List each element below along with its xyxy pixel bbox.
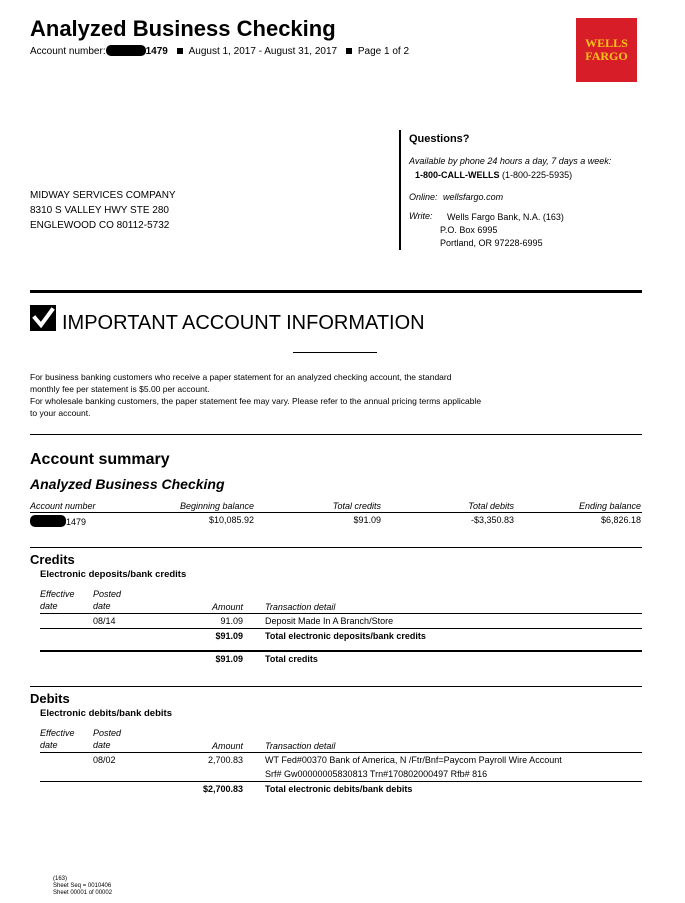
- important-heading: IMPORTANT ACCOUNT INFORMATION: [62, 312, 425, 334]
- col-amount: Amount: [211, 741, 243, 751]
- col-posted-date: date: [93, 601, 111, 611]
- redaction-bar: [106, 45, 146, 56]
- section-divider: [30, 686, 642, 687]
- debit-posted-date: 08/02: [93, 755, 116, 765]
- col-effective: Effective: [40, 728, 75, 738]
- statement-title: Analyzed Business Checking: [30, 16, 336, 41]
- info-line: For business banking customers who receive a paper statement for an analyzed checking account, the standard: [30, 372, 452, 382]
- debits-heading: Debits: [30, 691, 70, 706]
- debits-subtotal-label: Total electronic debits/bank debits: [265, 784, 413, 794]
- summary-beginning-balance: $10,085.92: [208, 515, 254, 525]
- summary-account-number: [30, 515, 86, 527]
- mailing-address: [30, 188, 176, 233]
- wells-fargo-logo: [576, 18, 637, 82]
- debit-amount: 2,700.83: [207, 755, 243, 765]
- col-beginning-balance: Beginning balance: [179, 501, 254, 511]
- credit-amount: 91.09: [220, 616, 243, 626]
- online-label: Online:: [409, 192, 438, 202]
- summary-total-credits: $91.09: [353, 515, 381, 525]
- debit-detail-line-2: Srf# Gw00000005830813 Trn#170802000497 Rfb# 816: [265, 769, 488, 779]
- summary-ending-balance: $6,826.18: [600, 515, 641, 525]
- important-text: [30, 371, 481, 419]
- credit-detail: Deposit Made In A Branch/Store: [265, 616, 394, 626]
- questions-title: Questions?: [409, 133, 470, 145]
- bullet-separator: [346, 48, 352, 54]
- section-divider: [30, 547, 642, 548]
- logo-line-1: WELLS: [585, 36, 628, 50]
- col-account-number: Account number: [30, 501, 96, 511]
- info-line: monthly fee per statement is $5.00 per account.: [30, 384, 210, 394]
- account-number-suffix: 1479: [145, 46, 168, 57]
- col-total-credits: Total credits: [332, 501, 381, 511]
- credits-subtotal-amount: $91.09: [215, 631, 243, 641]
- online-link[interactable]: wellsfargo.com: [443, 192, 504, 202]
- city-state-zip: ENGLEWOOD CO 80112-5732: [30, 220, 170, 231]
- short-divider: [293, 352, 377, 353]
- section-divider: [30, 434, 642, 435]
- phone-number: (1-800-225-5935): [502, 170, 573, 180]
- bank-name: Wells Fargo Bank, N.A. (163): [447, 212, 564, 222]
- sheet-footer: [53, 876, 112, 897]
- logo-line-2: FARGO: [585, 49, 628, 63]
- po-box: P.O. Box 6995: [440, 225, 498, 235]
- col-effective: Effective: [40, 589, 75, 599]
- col-transaction-detail: Transaction detail: [265, 741, 336, 751]
- questions-box: [399, 130, 612, 250]
- col-transaction-detail: Transaction detail: [265, 602, 336, 612]
- credits-heading: Credits: [30, 552, 75, 567]
- debits-subtotal-amount: $2,700.83: [202, 784, 243, 794]
- page-indicator: Page 1 of 2: [357, 46, 410, 57]
- phone-line: [409, 170, 572, 180]
- account-summary-subheading: Analyzed Business Checking: [30, 476, 225, 492]
- table-header-rule: [40, 752, 642, 753]
- section-divider: [30, 290, 642, 293]
- table-header-rule: [40, 613, 642, 614]
- phone-word: 1-800-CALL-WELLS: [415, 170, 500, 180]
- col-effective-date: date: [40, 601, 58, 611]
- account-info-line: [30, 45, 409, 57]
- total-rule: [40, 650, 642, 652]
- footer-line: (163): [53, 876, 68, 882]
- table-header-rule: [30, 512, 642, 513]
- street-address: 8310 S VALLEY HWY STE 280: [30, 205, 169, 216]
- credits-total-label: Total credits: [265, 654, 318, 664]
- bank-city: Portland, OR 97228-6995: [440, 238, 543, 248]
- write-block: [409, 211, 609, 253]
- summary-total-debits: -$3,350.83: [470, 515, 514, 525]
- online-line: [409, 192, 503, 202]
- footer-line: Sheet Seq = 0010406: [53, 883, 112, 889]
- company-name: MIDWAY SERVICES COMPANY: [30, 190, 176, 201]
- statement-period: August 1, 2017 - August 31, 2017: [188, 46, 338, 57]
- redaction-bar: [30, 515, 66, 527]
- account-number-label: Account number:: [30, 46, 106, 57]
- footer-line: Sheet 00001 of 00002: [53, 890, 113, 896]
- account-summary-heading: Account summary: [30, 451, 170, 468]
- checkbox-checked-icon: [30, 305, 56, 331]
- summary-account-suffix: 1479: [66, 517, 87, 527]
- credits-subheading: Electronic deposits/bank credits: [40, 569, 187, 580]
- info-line: For wholesale banking customers, the paper statement fee may vary. Please refer to the annual pricing terms applicable: [30, 396, 482, 406]
- col-posted: Posted: [93, 728, 122, 738]
- credit-posted-date: 08/14: [93, 616, 116, 626]
- col-amount: Amount: [211, 602, 243, 612]
- col-total-debits: Total debits: [468, 501, 514, 511]
- write-label: Write:: [409, 211, 433, 221]
- col-ending-balance: Ending balance: [578, 501, 641, 511]
- credits-total-amount: $91.09: [215, 654, 243, 664]
- info-line: to your account.: [30, 408, 91, 418]
- col-effective-date: date: [40, 740, 58, 750]
- row-rule: [40, 628, 642, 629]
- col-posted-date: date: [93, 740, 111, 750]
- debit-detail-line-1: WT Fed#00370 Bank of America, N /Ftr/Bnf=Paycom Payroll Wire Account: [265, 755, 562, 765]
- row-rule: [40, 781, 642, 782]
- col-posted: Posted: [93, 589, 122, 599]
- credits-subtotal-label: Total electronic deposits/bank credits: [265, 631, 426, 641]
- availability-text: Available by phone 24 hours a day, 7 days a week:: [409, 156, 612, 166]
- debits-subheading: Electronic debits/bank debits: [40, 708, 172, 719]
- bullet-separator: [177, 48, 183, 54]
